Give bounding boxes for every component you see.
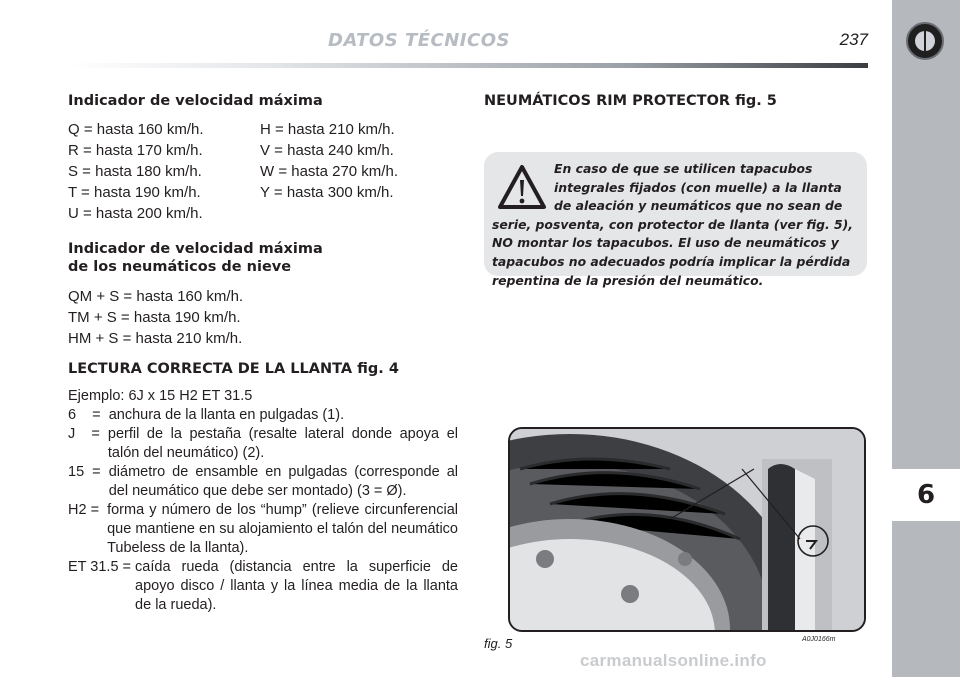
speed-cell: T = hasta 190 km/h. [68,184,201,201]
warning-triangle-icon [496,162,548,214]
speed-heading: Indicador de velocidad máxima [68,93,323,109]
rim-definition [68,425,458,463]
section-title: DATOS TÉCNICOS [328,30,510,51]
chapter-side-tab [892,0,960,677]
rim-heading: LECTURA CORRECTA DE LA LLANTA fig. 4 [68,361,399,377]
rim-section [68,360,458,615]
speed-cell: Y = hasta 300 km/h. [260,184,394,201]
definition-value: caída rueda (distancia entre la superficie de apoyo disco / llanta y la línea media de la llanta de la rueda). [135,559,458,613]
snow-list [68,287,458,350]
snow-heading-2: de los neumáticos de nieve [68,259,292,275]
speed-cell: S = hasta 180 km/h. [68,163,202,180]
left-column [68,92,458,615]
rim-definition [68,558,458,615]
page-number: 237 [839,30,868,49]
snow-section [68,240,458,350]
tire-illustration [510,429,864,630]
brand-logo-icon [906,22,944,60]
definition-value: perfil de la pestaña (resalte lateral donde apoya el talón del neumático) (2). [107,426,458,461]
definition-key: J = [68,426,108,442]
header-rule [68,63,868,68]
figure-caption: fig. 5 [484,636,513,651]
rim-definition [68,406,458,425]
speed-table [68,120,458,225]
figure-code: A0J0166m [802,636,836,643]
rim-definitions [68,406,458,615]
snow-item: QM + S = hasta 160 km/h. [68,288,244,305]
figure-5 [508,427,866,632]
definition-value: diámetro de ensamble en pulgadas (corresponde al del neumático que debe ser montado) (3 = Ø). [108,464,458,499]
watermark: carmanualsonline.info [580,651,767,670]
speed-cell: V = hasta 240 km/h. [260,142,394,159]
speed-cell [260,204,450,225]
chapter-number: 6 [892,469,960,521]
rim-list [68,387,458,615]
rim-example: Ejemplo: 6J x 15 H2 ET 31.5 [68,388,253,404]
snow-item: HM + S = hasta 210 km/h. [68,330,243,347]
definition-key: 15 = [68,464,109,480]
speed-cell: R = hasta 170 km/h. [68,142,203,159]
warning-box [484,152,867,288]
speed-cell: W = hasta 270 km/h. [260,163,398,180]
rim-definition [68,501,458,558]
speed-cell: U = hasta 200 km/h. [68,205,203,222]
speed-cell: H = hasta 210 km/h. [260,121,395,138]
definition-key: 6 = [68,407,109,423]
speed-cell: Q = hasta 160 km/h. [68,121,204,138]
definition-key: H2 = [68,502,108,518]
rim-definition [68,463,458,501]
logo-divider [924,31,926,51]
definition-value: forma y número de los “hump” (relieve circunferencial que mantiene en su alojamiento el talón del neumático Tubeless de la llanta). [107,502,458,556]
protector-heading: NEUMÁTICOS RIM PROTECTOR fig. 5 [484,93,777,109]
snow-heading-1: Indicador de velocidad máxima [68,241,323,257]
definition-key: ET 31.5 = [68,559,136,575]
definition-value: anchura de la llanta en pulgadas (1). [108,407,345,423]
warning-text: En caso de que se utilicen tapacubos integrales fijados (con muelle) a la llanta de aleación y neumáticos que no sean de serie, posventa, con protector de llanta (ver fig. 5), NO montar los tapacubos. El uso de neumáticos y tapacubos no adecuados podría implicar la pérdida repentina de la presión del neumático. [492,161,854,288]
snow-item: TM + S = hasta 190 km/h. [68,309,241,326]
